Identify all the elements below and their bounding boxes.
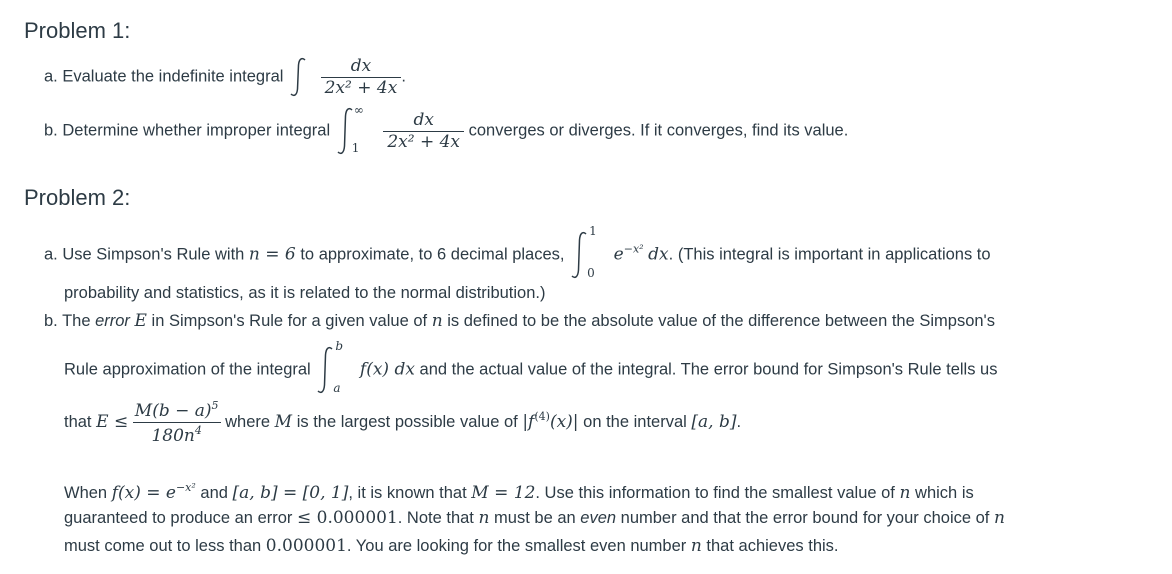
integral-sign (335, 103, 379, 155)
abs-open: |f (522, 411, 535, 432)
symbol-M: M (274, 411, 293, 432)
item-text: . Use this information to find the smallest value of (535, 484, 895, 502)
error-leq: E ≤ (96, 411, 129, 432)
integral-sign (288, 57, 316, 97)
upper-limit: b (335, 339, 344, 353)
emphasis-error: error (95, 312, 130, 330)
tolerance-value: ≤ 0.000001 (297, 508, 398, 528)
problem-1-heading: Problem 1: (24, 18, 131, 43)
upper-limit: ∞ (353, 103, 364, 117)
symbol-n: n (431, 311, 443, 331)
denominator-exponent: 4 (194, 424, 202, 437)
fraction-denominator: 2x² + 4x (383, 131, 464, 151)
item-text: is the largest possible value of (296, 412, 518, 431)
function-exponent: −x² (175, 481, 196, 494)
problem-1b (44, 103, 849, 155)
symbol-n: n (993, 508, 1005, 528)
item-text: guaranteed to produce an error (64, 509, 293, 527)
lower-limit: a (333, 381, 341, 395)
integrand-fraction (383, 109, 464, 152)
abs-close: (x)| (549, 411, 579, 432)
item-text: , it is known that (348, 484, 467, 502)
integrand: f(x) dx (359, 359, 415, 380)
item-text: . Note that (397, 509, 474, 527)
symbol-n: n (478, 508, 490, 528)
item-text: where (225, 412, 271, 431)
symbol-n: n (690, 536, 702, 556)
item-label: a. (44, 67, 58, 86)
symbol-E: E (134, 311, 147, 331)
fraction-denominator: 2x² + 4x (321, 77, 402, 97)
problem-2a (44, 224, 991, 280)
lower-limit: 0 (587, 266, 595, 280)
item-text: . You are looking for the smallest even number (346, 537, 687, 555)
fraction-numerator: dx (413, 109, 434, 130)
M-value: M = 12 (471, 483, 536, 503)
integrand-base: e (613, 244, 624, 265)
item-label: a. (44, 245, 58, 264)
item-text: is defined to be the absolute value of the difference between the Simpson's (447, 312, 995, 330)
item-text: and the actual value of the integral. The error bound for Simpson's Rule tells us (419, 360, 998, 379)
numerator-exponent: 5 (211, 399, 219, 412)
symbol-n: n (899, 483, 911, 503)
interval: [a, b] (691, 411, 737, 432)
item-text: that achieves this. (706, 537, 839, 555)
numerator-text: M(b − a) (134, 401, 212, 421)
problem-2b-line3 (64, 400, 741, 445)
fourth-derivative-abs (522, 409, 579, 432)
problem-2a-line2: probability and statistics, as it is related to the normal distribution.) (64, 284, 546, 302)
integral-sign (569, 224, 609, 280)
item-text: must come out to less than (64, 537, 262, 555)
item-text: Use Simpson's Rule with (62, 245, 245, 264)
error-bound-fraction (133, 400, 221, 445)
item-text: When (64, 484, 108, 502)
integrand-fraction (321, 55, 402, 98)
fraction-numerator: dx (350, 55, 372, 76)
item-text: in Simpson's Rule for a given value of (151, 312, 428, 330)
integrand-exponent: −x² (623, 242, 644, 256)
problem-2-heading: Problem 2: (24, 185, 131, 210)
item-text: . (This integral is important in applications to (668, 245, 991, 264)
problem-1a: a. Evaluate the indefinite integral $\frac{dx}{\text{2x² + 4x}}$ . (44, 55, 406, 98)
item-text: which is (915, 484, 974, 502)
when-line-3 (64, 538, 839, 555)
function-def: f(x) = e (111, 483, 176, 503)
item-label: b. (44, 312, 58, 330)
fraction-numerator (133, 400, 221, 422)
problem-2b (44, 313, 995, 330)
tolerance-value: 0.000001 (265, 536, 347, 556)
item-text: Rule approximation of the integral (64, 360, 311, 379)
item-text: number and that the error bound for your choice of (620, 509, 990, 527)
period: . (736, 412, 742, 431)
fraction-denominator (133, 422, 221, 445)
interval-def: [a, b] = [0, 1] (232, 483, 349, 503)
integral-sign (315, 339, 355, 395)
lower-limit: 1 (351, 141, 360, 155)
item-text: The (62, 312, 91, 330)
when-line-1 (64, 482, 974, 502)
item-text: and (200, 484, 228, 502)
item-text: Determine whether improper integral (62, 121, 331, 140)
when-line-2 (64, 510, 1005, 527)
item-text-after: converges or diverges. If it converges, find its value. (468, 121, 849, 140)
item-text: Evaluate the indefinite integral (62, 67, 284, 86)
upper-limit: 1 (589, 224, 597, 238)
item-text: must be an (494, 509, 576, 527)
item-text: that (64, 412, 92, 431)
problem-2b-line2 (64, 339, 998, 395)
derivative-order: (4) (534, 409, 550, 423)
denominator-text: 180n (151, 426, 195, 446)
item-text: to approximate, to 6 decimal places, (300, 245, 565, 264)
n-equals: n = 6 (248, 244, 296, 265)
differential: dx (648, 244, 669, 265)
item-text: on the interval (583, 412, 687, 431)
item-label: b. (44, 121, 58, 140)
emphasis-even: even (580, 509, 617, 527)
